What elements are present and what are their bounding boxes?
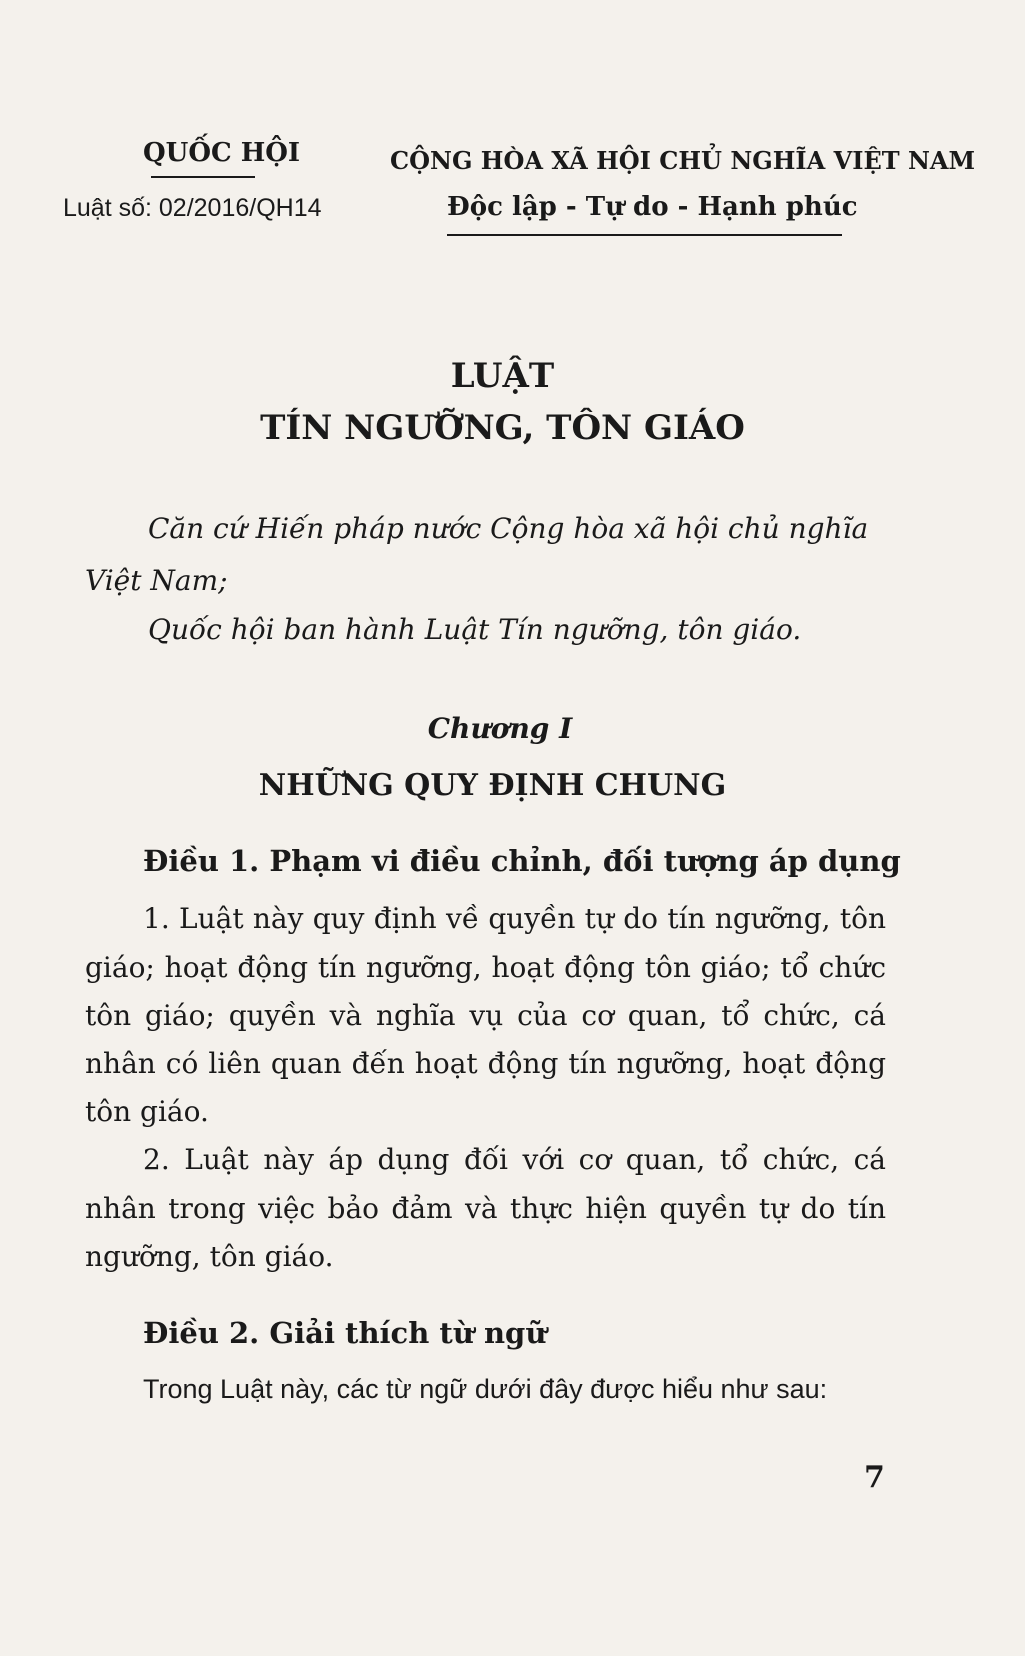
motto-underline (447, 234, 842, 236)
preamble-line: Quốc hội ban hành Luật Tín ngưỡng, tôn giáo. (148, 613, 802, 646)
page-number: 7 (864, 1460, 885, 1495)
paragraph-line: ngưỡng, tôn giáo. (85, 1240, 334, 1273)
paragraph-line: nhân trong việc bảo đảm và thực hiện quyền tự do tín (85, 1192, 886, 1225)
law-title: TÍN NGƯỠNG, TÔN GIÁO (260, 408, 745, 448)
issuing-body-underline (151, 176, 255, 178)
preamble-line: Việt Nam; (85, 564, 228, 597)
article-2-intro: Trong Luật này, các từ ngữ dưới đây được hiểu như sau: (143, 1374, 828, 1404)
paragraph-line: tôn giáo. (85, 1095, 209, 1128)
paragraph-line: 1. Luật này quy định về quyền tự do tín ngưỡng, tôn (143, 902, 886, 935)
article-2-heading: Điều 2. Giải thích từ ngữ (143, 1316, 547, 1350)
paragraph-line: tôn giáo; quyền và nghĩa vụ của cơ quan, tổ chức, cá (85, 999, 886, 1032)
paragraph-line: giáo; hoạt động tín ngưỡng, hoạt động tôn giáo; tổ chức (85, 951, 886, 984)
chapter-title: NHỮNG QUY ĐỊNH CHUNG (258, 768, 727, 803)
issuing-body: QUỐC HỘI (143, 138, 301, 168)
national-motto: Độc lập - Tự do - Hạnh phúc (447, 192, 858, 222)
law-title-label: LUẬT (450, 356, 555, 396)
paragraph-line: nhân có liên quan đến hoạt động tín ngưỡng, hoạt động (85, 1047, 886, 1080)
law-number: Luật số: 02/2016/QH14 (63, 194, 322, 222)
chapter-label: Chương I (427, 712, 573, 745)
article-1-heading: Điều 1. Phạm vi điều chỉnh, đối tượng áp dụng (143, 844, 901, 878)
paragraph-line: 2. Luật này áp dụng đối với cơ quan, tổ chức, cá (143, 1143, 886, 1176)
preamble-line: Căn cứ Hiến pháp nước Cộng hòa xã hội chủ nghĩa (148, 512, 869, 545)
national-title: CỘNG HÒA XÃ HỘI CHỦ NGHĨA VIỆT NAM (390, 146, 976, 175)
